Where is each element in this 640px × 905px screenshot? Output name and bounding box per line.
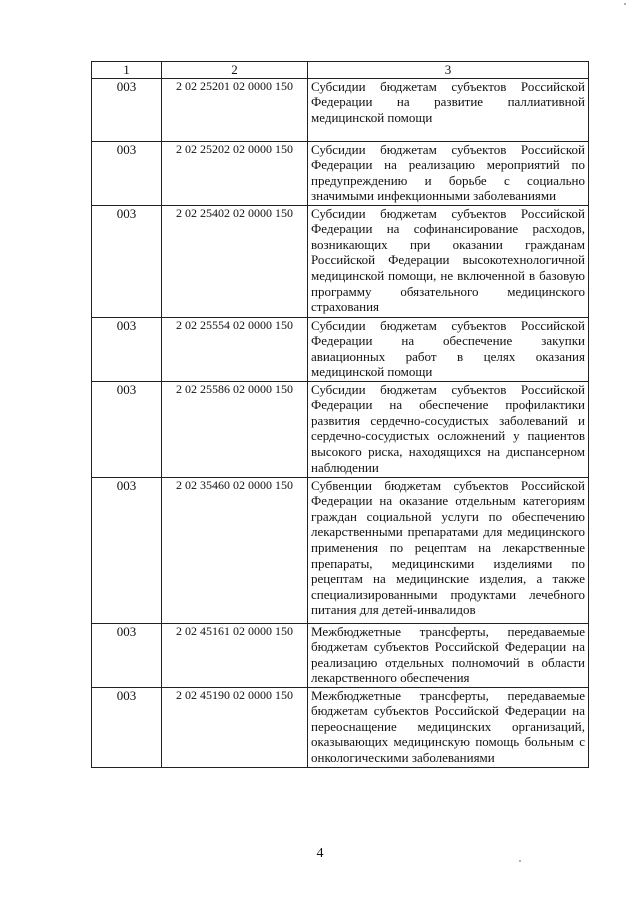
table-header-row: [92, 62, 589, 79]
budget-classification-code-cell: 2 02 25402 02 0000 150: [162, 205, 308, 317]
admin-code-cell: 003: [92, 141, 162, 205]
budget-classification-code-cell: 2 02 45190 02 0000 150: [162, 687, 308, 767]
admin-code-cell: 003: [92, 623, 162, 687]
table-row: [92, 141, 589, 205]
admin-code-cell: 003: [92, 78, 162, 141]
table-row: [92, 78, 589, 141]
revenue-description-cell: Субсидии бюджетам субъектов Российской Федерации на реализацию мероприятий по предупреждению и борьбе с социально значимыми инфекционными заболеваниями: [308, 141, 589, 205]
table-row: [92, 623, 589, 687]
revenue-description-cell: Субсидии бюджетам субъектов Российской Федерации на обеспечение профилактики развития сердечно-сосудистых заболеваний и сердечно-сосудистых осложнений у пациентов высокого риска, находящихся на диспансерном наблюдении: [308, 381, 589, 477]
admin-code-cell: 003: [92, 687, 162, 767]
admin-code-cell: 003: [92, 477, 162, 623]
page-number: 4: [316, 846, 324, 861]
admin-code-cell: 003: [92, 205, 162, 317]
revenue-description-cell: Субсидии бюджетам субъектов Российской Федерации на развитие паллиативной медицинской помощи: [308, 78, 589, 141]
budget-classification-code-cell: 2 02 35460 02 0000 150: [162, 477, 308, 623]
budget-classification-code-cell: 2 02 25202 02 0000 150: [162, 141, 308, 205]
column-header-3: 3: [308, 62, 589, 79]
table-row: [92, 381, 589, 477]
budget-classification-code-cell: 2 02 25201 02 0000 150: [162, 78, 308, 141]
column-header-2: 2: [162, 62, 308, 79]
revenue-description-cell: Межбюджетные трансферты, передаваемые бюджетам субъектов Российской Федерации на переоснащение медицинских организаций, оказывающих медицинскую помощь больным с онкологическими заболеваниями: [308, 687, 589, 767]
admin-code-cell: 003: [92, 381, 162, 477]
revenue-description-cell: Межбюджетные трансферты, передаваемые бюджетам субъектов Российской Федерации на реализацию отдельных полномочий в области лекарственного обеспечения: [308, 623, 589, 687]
table-row: [92, 205, 589, 317]
budget-classification-code-cell: 2 02 25586 02 0000 150: [162, 381, 308, 477]
revenue-description-cell: Субвенции бюджетам субъектов Российской Федерации на оказание отдельным категориям граждан социальной услуги по обеспечению лекарственными препаратами для медицинского применения по рецептам на лекарственные препараты, медицинскими изделиями по рецептам на медицинские изделия, а также специализированными продуктами лечебного питания для детей-инвалидов: [308, 477, 589, 623]
budget-classification-code-cell: 2 02 45161 02 0000 150: [162, 623, 308, 687]
admin-code-cell: 003: [92, 317, 162, 381]
scan-speck: [624, 3, 626, 5]
revenue-description-cell: Субсидии бюджетам субъектов Российской Федерации на обеспечение закупки авиационных работ в целях оказания медицинской помощи: [308, 317, 589, 381]
table-row: [92, 477, 589, 623]
budget-classification-code-cell: 2 02 25554 02 0000 150: [162, 317, 308, 381]
table-row: [92, 317, 589, 381]
table-row: [92, 687, 589, 767]
scan-speck: [519, 860, 521, 862]
column-header-1: 1: [92, 62, 162, 79]
budget-codes-table: [91, 61, 589, 768]
revenue-description-cell: Субсидии бюджетам субъектов Российской Федерации на софинансирование расходов, возникающих при оказании гражданам Российской Федерации высокотехнологичной медицинской помощи, не включенной в базовую программу обязательного медицинского страхования: [308, 205, 589, 317]
